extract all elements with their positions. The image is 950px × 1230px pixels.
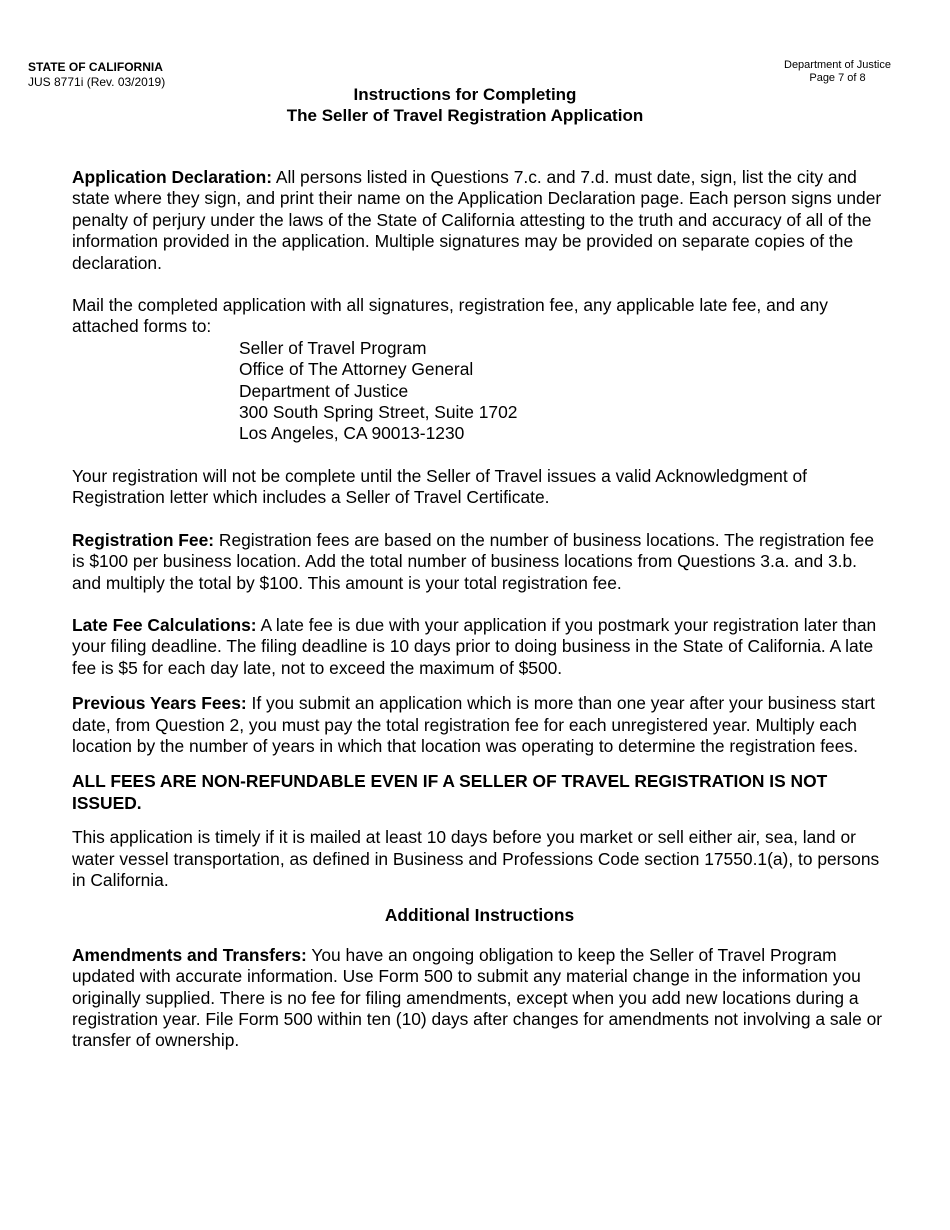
previous-years-text: If you submit an application which is more than one year after your business start date, from Question 2, you must pay the total registration fee for each unregistered year. Multiply each location by the number of years in which that location was operating to determine the registration fees. <box>72 693 875 756</box>
page-title-line-2: The Seller of Travel Registration Application <box>286 106 644 125</box>
address-line: Department of Justice <box>239 380 409 401</box>
mailing-address <box>72 338 887 445</box>
address-line: Office of The Attorney General <box>239 359 474 380</box>
registration-fee-text: Registration fees are based on the number of business locations. The registration fee is $100 per business location. Add the total number of business locations from Questions 3.a. and 3.b. and multiply the total by $100. This amount is your total registration fee. <box>72 529 874 593</box>
declaration-label: Application Declaration: <box>72 167 273 187</box>
amendments-text: You have an ongoing obligation to keep the Seller of Travel Program updated with accurate information. Use Form 500 to submit any material change in the information you originally supplied. There is no fee for filing amendments, except when you add new locations during a registration year. File Form 500 within ten (10) days after changes for amendments not involving a sale or transfer of ownership. <box>72 944 883 1051</box>
registration-fee-label: Registration Fee: <box>72 529 215 550</box>
additional-instructions-heading: Additional Instructions <box>384 905 575 926</box>
late-fee-paragraph <box>72 615 887 679</box>
late-fee-label: Late Fee Calculations: <box>72 614 257 635</box>
form-id: JUS 8771i (Rev. 03/2019) <box>28 75 166 89</box>
address-line: Los Angeles, CA 90013-1230 <box>239 423 465 444</box>
address-line: 300 South Spring Street, Suite 1702 <box>239 402 518 423</box>
amendments-paragraph <box>72 945 887 1052</box>
previous-years-label: Previous Years Fees: <box>72 693 247 714</box>
previous-years-paragraph <box>72 693 887 757</box>
address-line: Seller of Travel Program <box>239 337 427 358</box>
header-right <box>784 59 891 85</box>
document-body <box>72 167 887 1052</box>
completion-paragraph: Your registration will not be complete until the Seller of Travel issues a valid Acknowledgment of Registration letter which includes a Seller of Travel Certificate. <box>72 465 807 508</box>
declaration-text: All persons listed in Questions 7.c. and 7.d. must date, sign, list the city and state where they sign, and print their name on the Application Declaration page. Each person signs under penalty of perjury under the laws of the State of California attesting to the truth and accuracy of all of the information provided in the application. Multiple signatures may be provided on separate copies of the declaration. <box>72 167 882 273</box>
mail-paragraph: Mail the completed application with all signatures, registration fee, any applicable late fee, and any attached forms to: <box>72 295 828 337</box>
department-label: Department of Justice <box>784 59 891 71</box>
state-label: STATE OF CALIFORNIA <box>28 60 163 74</box>
non-refundable-notice: ALL FEES ARE NON-REFUNDABLE EVEN IF A SELLER OF TRAVEL REGISTRATION IS NOT ISSUED. <box>72 771 828 813</box>
timely-paragraph: This application is timely if it is mailed at least 10 days before you market or sell either air, sea, land or water vessel transportation, as defined in Business and Professions Code section 17550.1(a), to persons in California. <box>72 827 880 890</box>
late-fee-text: A late fee is due with your application if you postmark your registration later than your filing deadline. The filing deadline is 10 days prior to doing business in the State of California. A late fee is $5 for each day late, not to exceed the maximum of $500. <box>72 614 877 678</box>
amendments-label: Amendments and Transfers: <box>72 944 307 965</box>
page-number: Page 7 of 8 <box>809 72 866 84</box>
declaration-paragraph <box>72 167 887 274</box>
page-title <box>0 84 930 126</box>
page-title-line-1: Instructions for Completing <box>353 85 577 104</box>
registration-fee-paragraph <box>72 530 887 594</box>
